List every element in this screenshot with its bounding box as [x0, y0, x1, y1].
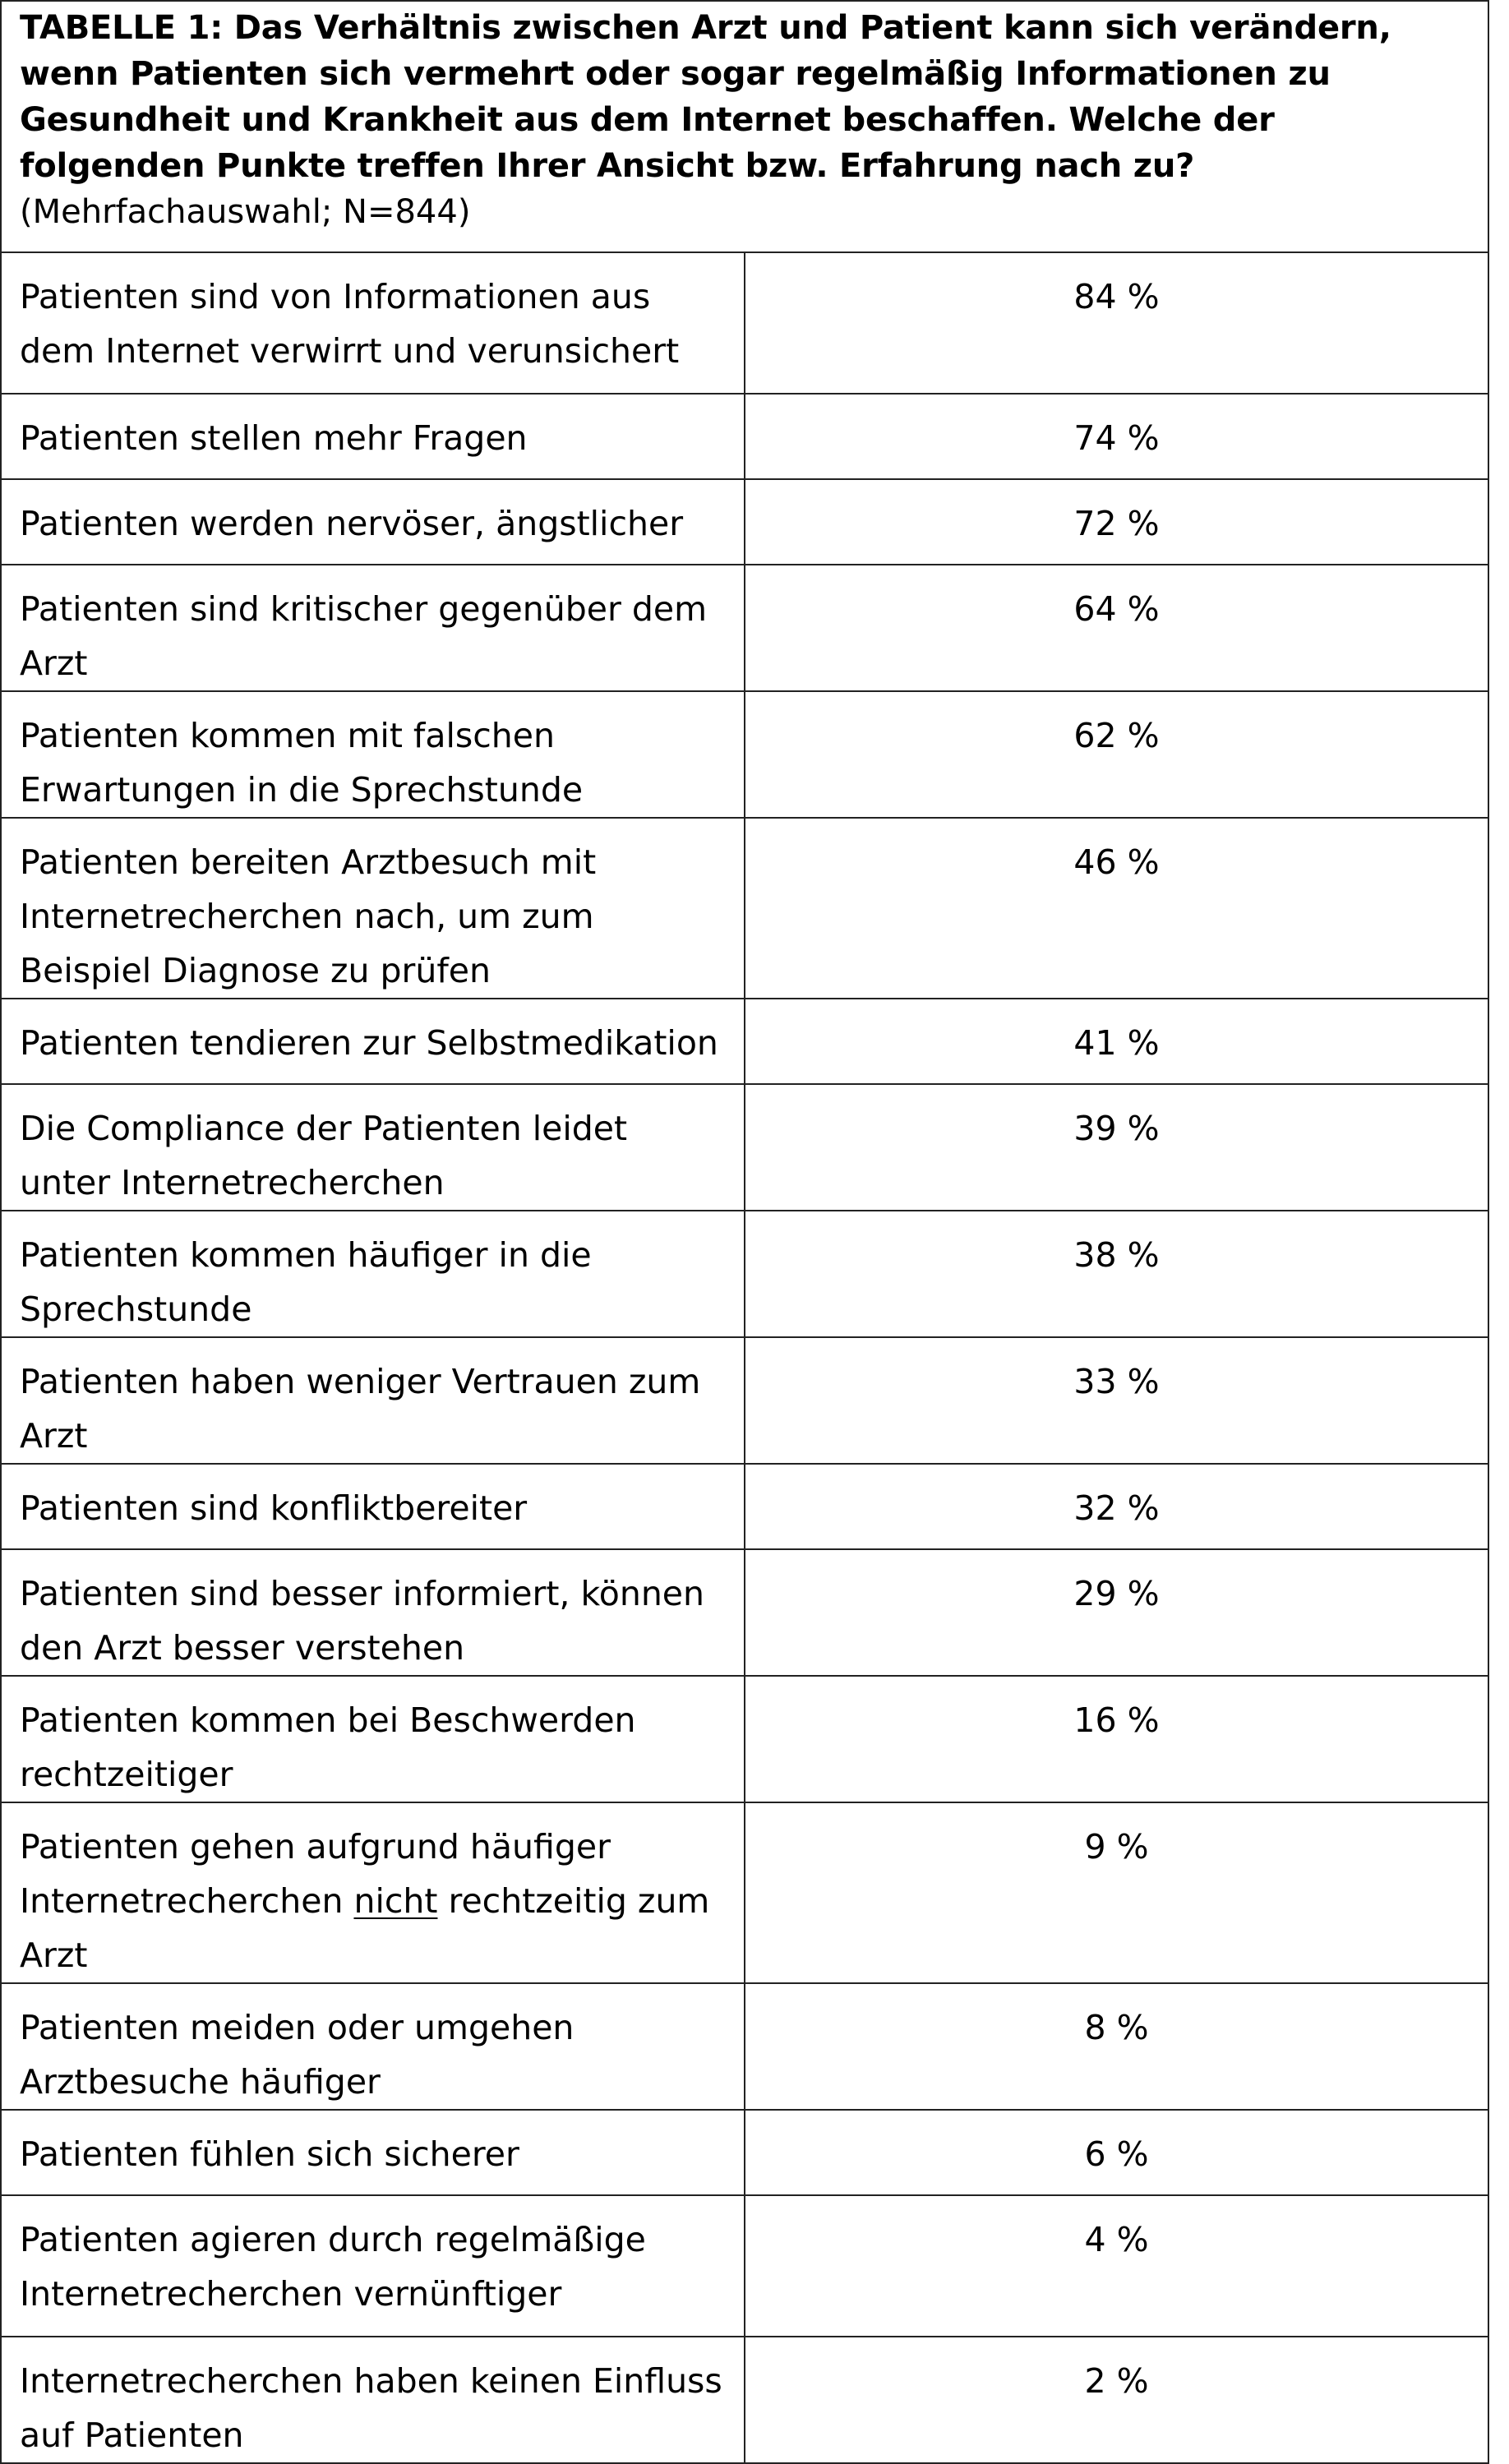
- row-label: Patienten agieren durch regelmäßige Internetrecherchen vernünftiger: [1, 2195, 745, 2337]
- row-label: Patienten kommen bei Beschwerden rechtzeitiger: [1, 1676, 745, 1802]
- table-row: [1, 479, 1488, 565]
- row-label: Patienten sind von Informationen aus dem Internet verwirrt und verunsichert: [1, 252, 745, 394]
- row-label: Die Compliance der Patienten leidet unter Internetrecherchen: [1, 1084, 745, 1211]
- row-label: Patienten kommen mit falschen Erwartungen in die Sprechstunde: [1, 691, 745, 818]
- table-row: [1, 1211, 1488, 1337]
- table-row: [1, 999, 1488, 1084]
- table-row: [1, 818, 1488, 999]
- row-label: Patienten werden nervöser, ängstlicher: [1, 479, 745, 565]
- row-value: 29 %: [745, 1549, 1488, 1676]
- row-value: 39 %: [745, 1084, 1488, 1211]
- row-value: 8 %: [745, 1983, 1488, 2110]
- table-row: [1, 1549, 1488, 1676]
- row-value: 41 %: [745, 999, 1488, 1084]
- row-value: 84 %: [745, 252, 1488, 394]
- table-row: [1, 2110, 1488, 2195]
- caption-question: TABELLE 1: Das Verhältnis zwischen Arzt und Patient kann sich verändern, wenn Patienten sich vermehrt oder sogar regelmäßig Informationen zu Gesundheit und Krankheit aus dem Internet beschaffen. Welche der folgenden Punkte treffen Ihrer Ansicht bzw. Erfahrung nach zu?: [20, 9, 1391, 185]
- row-value: 62 %: [745, 691, 1488, 818]
- caption-note: (Mehrfachauswahl; N=844): [20, 193, 471, 231]
- caption-row: [1, 1, 1488, 252]
- row-label: Patienten sind kritischer gegenüber dem Arzt: [1, 565, 745, 691]
- table-row: [1, 565, 1488, 691]
- row-value: 38 %: [745, 1211, 1488, 1337]
- row-value: 9 %: [745, 1802, 1488, 1983]
- row-label: Patienten sind konfliktbereiter: [1, 1464, 745, 1549]
- row-label: Patienten bereiten Arztbesuch mit Internetrecherchen nach, um zum Beispiel Diagnose zu prüfen: [1, 818, 745, 999]
- table-row: [1, 2195, 1488, 2337]
- table-row: [1, 1084, 1488, 1211]
- row-label: Patienten meiden oder umgehen Arztbesuche häufiger: [1, 1983, 745, 2110]
- row-label: Patienten stellen mehr Fragen: [1, 394, 745, 479]
- row-label-underlined: nicht: [353, 1881, 438, 1921]
- table-row: [1, 2337, 1488, 2463]
- row-label: [1, 1802, 745, 1983]
- row-value: 32 %: [745, 1464, 1488, 1549]
- row-label: Internetrecherchen haben keinen Einfluss auf Patienten: [1, 2337, 745, 2463]
- table-row: [1, 252, 1488, 394]
- table-row: [1, 1676, 1488, 1802]
- row-label-part: rechtzeitig zum Arzt: [20, 1881, 710, 1975]
- row-value: 33 %: [745, 1337, 1488, 1464]
- table-row: [1, 1337, 1488, 1464]
- table-row: [1, 394, 1488, 479]
- row-value: 64 %: [745, 565, 1488, 691]
- table-caption: [1, 1, 1488, 252]
- row-value: 4 %: [745, 2195, 1488, 2337]
- row-value: 74 %: [745, 394, 1488, 479]
- table-row: [1, 1983, 1488, 2110]
- table-row: [1, 1464, 1488, 1549]
- row-value: 2 %: [745, 2337, 1488, 2463]
- table-row: [1, 691, 1488, 818]
- row-label: Patienten sind besser informiert, können den Arzt besser verstehen: [1, 1549, 745, 1676]
- row-value: 72 %: [745, 479, 1488, 565]
- row-value: 16 %: [745, 1676, 1488, 1802]
- row-value: 46 %: [745, 818, 1488, 999]
- row-label: Patienten haben weniger Vertrauen zum Arzt: [1, 1337, 745, 1464]
- row-label: Patienten fühlen sich sicherer: [1, 2110, 745, 2195]
- row-label-part: Patienten gehen aufgrund häufiger Internetrecherchen: [20, 1827, 611, 1921]
- row-label: Patienten kommen häufiger in die Sprechstunde: [1, 1211, 745, 1337]
- row-label: Patienten tendieren zur Selbstmedikation: [1, 999, 745, 1084]
- row-value: 6 %: [745, 2110, 1488, 2195]
- table-row: [1, 1802, 1488, 1983]
